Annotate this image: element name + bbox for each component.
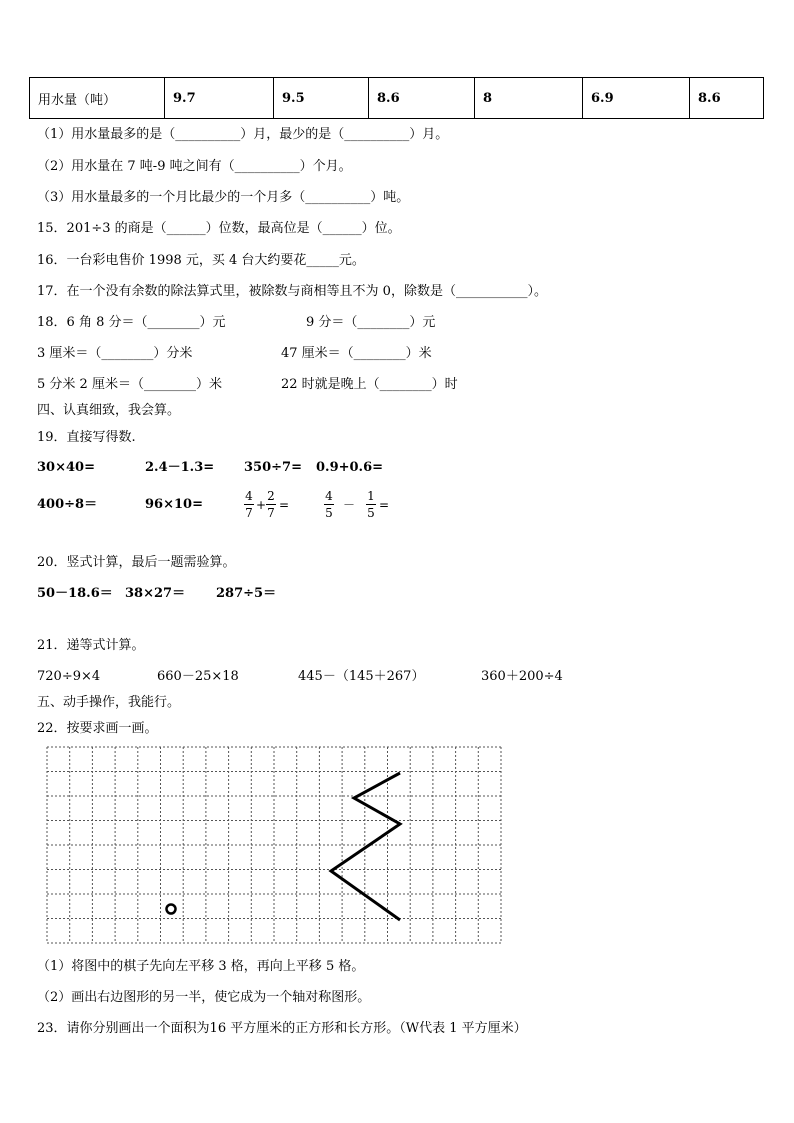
q22-sub2: （2）画出右边图形的另一半，使它成为一个轴对称图形。	[37, 990, 371, 1005]
table-cell: 9.5	[274, 78, 369, 119]
question-18b: 9 分＝（________）元	[306, 315, 436, 330]
q21-item: 360＋200÷4	[481, 669, 563, 684]
question-18d: 47 厘米＝（________）米	[281, 346, 432, 361]
question-17: 17．在一个没有余数的除法算式里，被除数与商相等且不为 0，除数是（___________）。	[37, 284, 547, 299]
q21-item: 660－25×18	[157, 669, 239, 684]
numerator: 4	[325, 489, 333, 503]
grid-lines	[47, 747, 501, 943]
water-usage-table	[29, 77, 764, 119]
q19-item: 0.9+0.6=	[316, 460, 384, 475]
zigzag-half-figure	[331, 773, 400, 920]
question-18f: 22 时就是晚上（________）时	[281, 377, 458, 392]
question-15: 15．201÷3 的商是（______）位数，最高位是（______）位。	[37, 221, 401, 236]
q20-title: 20．竖式计算，最后一题需验算。	[37, 555, 236, 570]
drawing-grid[interactable]	[46, 746, 502, 944]
numerator: 2	[267, 489, 275, 503]
denominator: 5	[325, 506, 333, 520]
q14-sub1: （1）用水量最多的是（__________）月，最少的是（__________）月。	[37, 127, 449, 142]
q19-item: 2.4－1.3=	[145, 460, 215, 475]
q19-title: 19．直接写得数.	[37, 430, 136, 445]
numerator: 1	[367, 489, 375, 503]
section-4-heading: 四、认真细致，我会算。	[37, 403, 181, 418]
table-cell: 9.7	[165, 78, 274, 119]
table-cell: 8.6	[369, 78, 475, 119]
q22-title: 22．按要求画一画。	[37, 721, 158, 736]
question-16: 16．一台彩电售价 1998 元，买 4 台大约要花_____元。	[37, 253, 365, 268]
table-cell: 8.6	[690, 78, 764, 119]
operator: －	[343, 498, 356, 512]
chess-piece-icon	[167, 905, 176, 914]
equals: =	[279, 498, 290, 512]
denominator: 5	[367, 506, 375, 520]
denominator: 7	[245, 506, 253, 520]
question-23: 23．请你分别画出一个面积为16 平方厘米的正方形和长方形。（W代表 1 平方厘米）	[37, 1021, 527, 1036]
q21-title: 21．递等式计算。	[37, 638, 145, 653]
question-18a: 18．6 角 8 分＝（________）元	[37, 315, 226, 330]
q22-sub1: （1）将图中的棋子先向左平移 3 格，再向上平移 5 格。	[37, 959, 365, 974]
table-header-cell: 用水量（吨）	[30, 78, 165, 119]
fraction	[244, 489, 254, 520]
fraction	[324, 489, 334, 520]
table-row	[30, 78, 764, 119]
q14-sub2: （2）用水量在 7 吨-9 吨之间有（__________）个月。	[37, 159, 352, 174]
q19-item: 350÷7=	[244, 460, 302, 475]
q19-item: 400÷8＝	[37, 497, 98, 512]
denominator: 7	[267, 506, 275, 520]
fraction	[266, 489, 276, 520]
q20-item: 287÷5＝	[216, 586, 277, 601]
numerator: 4	[245, 489, 253, 503]
q21-item: 720÷9×4	[37, 669, 101, 684]
table-cell: 8	[475, 78, 583, 119]
question-18c: 3 厘米＝（________）分米	[37, 346, 193, 361]
q20-item: 38×27＝	[125, 586, 186, 601]
q19-item: 96×10=	[145, 497, 203, 512]
q14-sub3: （3）用水量最多的一个月比最少的一个月多（__________）吨。	[37, 190, 410, 205]
q19-item: 30×40=	[37, 460, 95, 475]
q20-item: 50－18.6＝	[37, 586, 113, 601]
table-cell: 6.9	[583, 78, 690, 119]
question-18e: 5 分米 2 厘米＝（________）米	[37, 377, 222, 392]
section-5-heading: 五、动手操作，我能行。	[37, 695, 181, 710]
q21-item: 445－（145＋267）	[298, 669, 425, 684]
equals: =	[379, 498, 390, 512]
fraction	[366, 489, 376, 520]
operator: +	[256, 498, 267, 512]
